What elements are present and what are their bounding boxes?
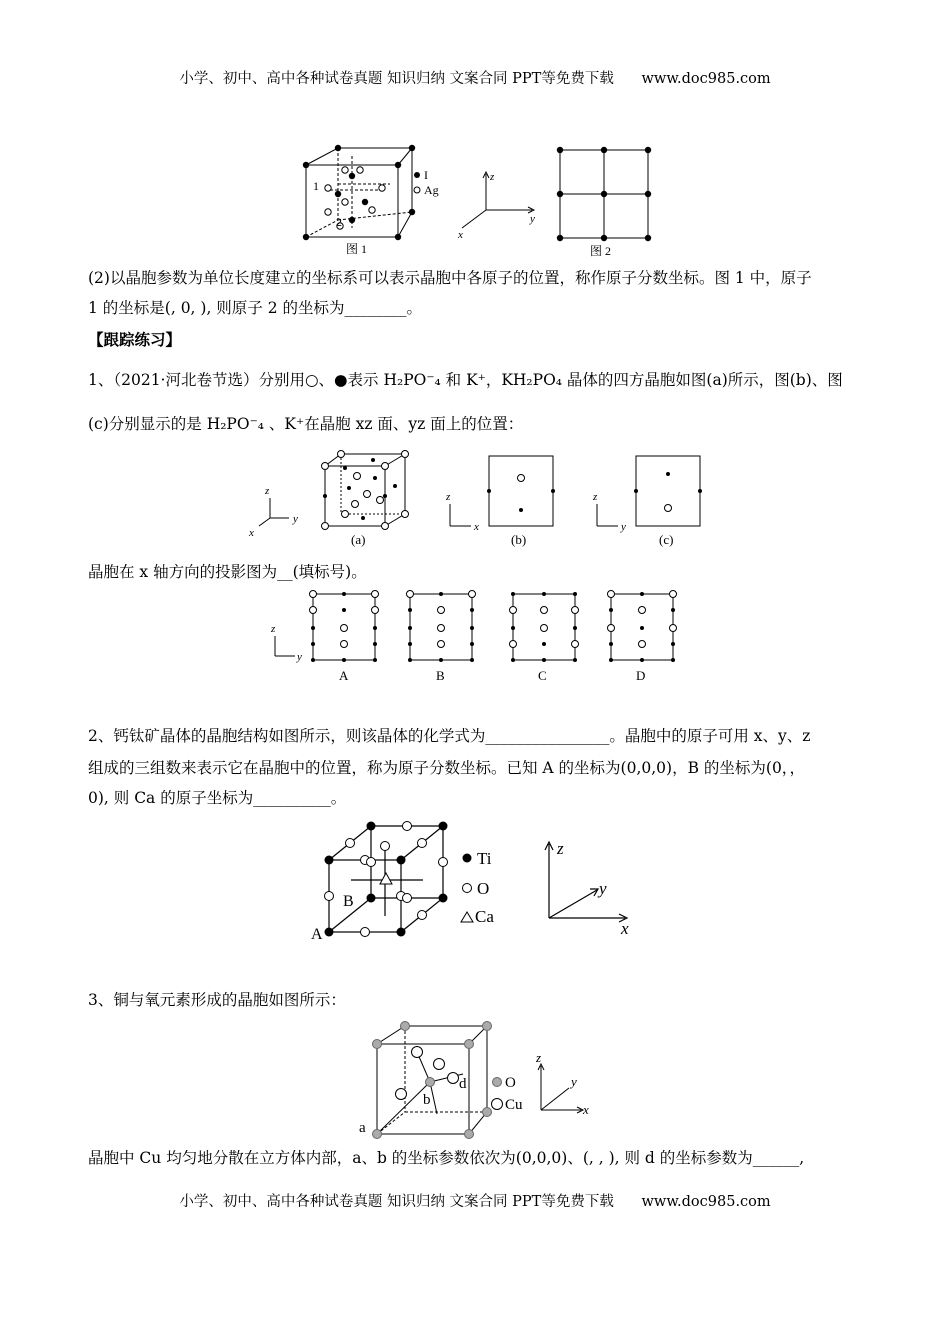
legend-o: O: [505, 1075, 516, 1091]
legend-cu: Cu: [505, 1097, 523, 1113]
svg-text:y: y: [530, 213, 535, 225]
atom-1-label: 1: [313, 179, 319, 193]
q1-figures: [245, 448, 715, 550]
q3-figure: [355, 1020, 600, 1135]
fig1-caption: 图 1: [346, 242, 368, 256]
q1-options: [265, 588, 685, 688]
q3-line2: 晶胞中 Cu 均匀地分散在立方体内部，a、b 的坐标参数依次为(0,0,0)、(, , ), 则 d 的坐标参数为______,: [88, 1149, 805, 1167]
svg-text:z: z: [536, 1050, 542, 1065]
q2-line3: 0), 则 Ca 的原子坐标为__________。: [88, 789, 347, 807]
section-title: 【跟踪练习】: [88, 330, 182, 349]
page-header: 小学、初中、高中各种试卷真题 知识归纳 文案合同 PPT等免费下载 www.doc985.com: [179, 71, 771, 87]
svg-text:x: x: [621, 919, 629, 938]
svg-text:z: z: [557, 839, 564, 858]
q3-line1: 3、铜与氧元素形成的晶胞如图所示：: [88, 991, 346, 1009]
svg-text:x: x: [249, 527, 254, 539]
q-part2-line1: (2)以晶胞参数为单位长度建立的坐标系可以表示晶胞中各原子的位置，称作原子分数坐标。图 1 中，原子: [88, 269, 812, 287]
option-d: D: [636, 668, 646, 683]
q2-line2: 组成的三组数来表示它在晶胞中的位置，称为原子分数坐标。已知 A 的坐标为(0,0,0)，B 的坐标为(0，，: [88, 759, 806, 777]
legend-ca: Ca: [475, 907, 494, 926]
svg-text:y: y: [297, 651, 302, 663]
svg-text:z: z: [271, 623, 276, 635]
svg-text:z: z: [490, 171, 495, 183]
legend-o: O: [477, 879, 490, 898]
svg-text:y: y: [621, 521, 626, 533]
fig-a-label: (a): [351, 532, 366, 547]
svg-text:z: z: [593, 491, 598, 503]
axes-icon: [462, 172, 534, 228]
fig-b-label: (b): [511, 532, 527, 547]
q2-line1: 2、钙钛矿晶体的晶胞结构如图所示，则该晶体的化学式为________________。晶胞中的原子可用 x、y、z: [88, 727, 811, 745]
svg-text:y: y: [571, 1074, 577, 1089]
legend-i: I: [424, 168, 428, 182]
svg-text:z: z: [265, 485, 270, 497]
page-footer: 小学、初中、高中各种试卷真题 知识归纳 文案合同 PPT等免费下载 www.doc985.com: [179, 1194, 771, 1210]
svg-text:y: y: [599, 879, 607, 898]
label-a: a: [359, 1120, 366, 1136]
svg-text:x: x: [583, 1102, 589, 1117]
option-b: B: [436, 668, 445, 683]
svg-text:x: x: [458, 229, 463, 241]
atom-2-label: 2: [336, 215, 342, 229]
svg-text:y: y: [293, 513, 298, 525]
q1-line3: 晶胞在 x 轴方向的投影图为__(填标号)。: [88, 563, 367, 581]
legend-ti: Ti: [477, 849, 492, 868]
option-a: A: [339, 668, 349, 683]
fig-c-label: (c): [659, 532, 674, 547]
q1-line2: (c)分别显示的是 H₂PO⁻₄ 、K⁺在晶胞 xz 面、yz 面上的位置：: [88, 415, 524, 433]
label-b: b: [423, 1092, 431, 1108]
label-d: d: [459, 1076, 467, 1092]
svg-text:z: z: [446, 491, 451, 503]
option-c: C: [538, 668, 547, 683]
q-part2-line2: 1 的坐标是(, 0, ), 则原子 2 的坐标为________。: [88, 299, 423, 317]
q1-line1: 1、（2021·河北卷节选）分别用○、●表示 H₂PO⁻₄ 和 K⁺，KH₂PO₄ 晶体的四方晶胞如图(a)所示，图(b)、图: [88, 371, 843, 389]
point-a: A: [311, 926, 323, 943]
svg-text:x: x: [474, 521, 479, 533]
legend-ag: Ag: [424, 183, 439, 197]
figure-top: [290, 140, 670, 265]
q2-figure: [305, 818, 645, 946]
fig2-caption: 图 2: [590, 244, 612, 258]
point-b: B: [343, 893, 354, 910]
